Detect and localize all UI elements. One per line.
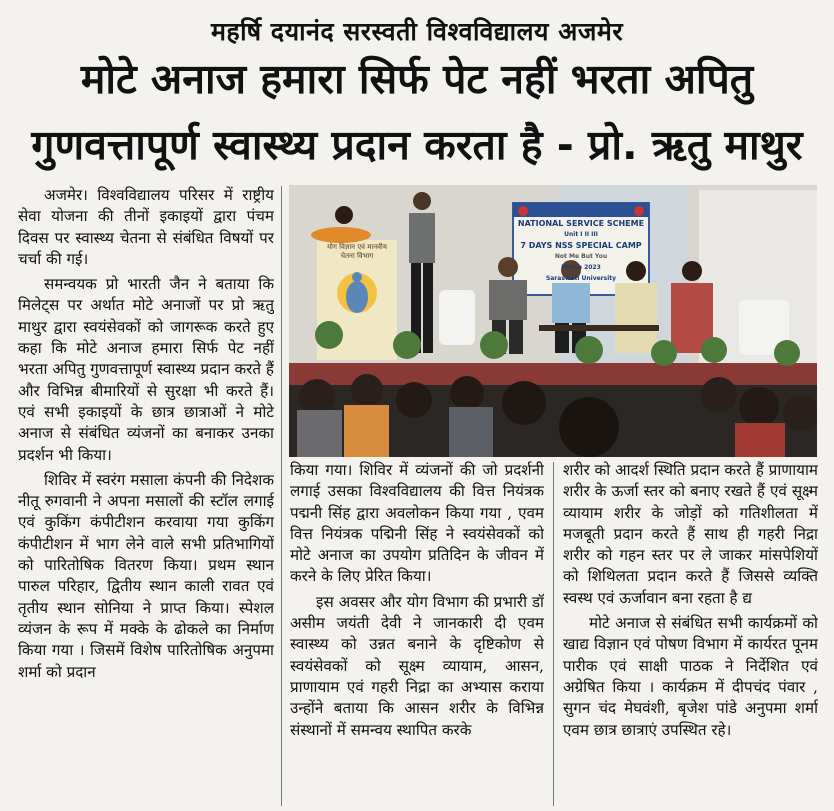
paragraph: अजमेर। विश्वविद्यालय परिसर में राष्ट्रीय सेवा योजना की तीनों इकाइयों द्वारा पंचम दिवस पर स्वास्थ्य चेतना से संबंधित विषयों पर चर्चा की गई। <box>18 186 274 268</box>
banner-date: March 2023 <box>561 264 601 271</box>
article-column-3 <box>563 460 818 808</box>
kicker-line: महर्षि दयानंद सरस्वती विश्वविद्यालय अजमेर <box>210 17 624 46</box>
standee-label: योग विज्ञान एवं मानवीय चेतना विभाग <box>327 243 387 260</box>
paragraph: मोटे अनाज से संबंधित सभी कार्यक्रमों को खाद्य विज्ञान एवं पोषण विभाग में कार्यरत पूनम पारीक एवं साक्षी पाठक ने निर्देशित एवं अग्रेषित किया । कार्यक्रम में दीपचंद पंवार , सुगन चंद मेघवंशी, बृजेश पांडे अनुपमा शर्मा एवम छात्र छात्राएं उपस्थित रहे। <box>563 614 818 739</box>
column-divider <box>553 462 554 806</box>
article-column-1 <box>18 185 274 805</box>
headline-line-1: मोटे अनाज हमारा सिर्फ पेट नहीं भरता अपितु <box>80 55 754 103</box>
paragraph: किया गया। शिविर में व्यंजनों की जो प्रदर्शनी लगाई उसका विश्वविद्यालय की वित्त नियंत्रक पद्मनी सिंह द्वारा अवलोकन किया गया , एवम वित्त नियंत्रक पद्मिनी सिंह ने स्वयंसेवकों को मोटे अनाज का उपयोग प्रतिदिन के जीवन में करने के लिए प्रेरित किया। <box>290 461 544 586</box>
banner <box>515 218 647 284</box>
banner-units: Unit I II III <box>564 231 598 238</box>
paragraph: शरीर को आदर्श स्थिति प्रदान करते हैं प्राणायाम शरीर के ऊर्जा स्तर को बनाए रखते हैं एवं सूक्ष्म व्यायाम शरीर के जोड़ों को गतिशीलता में मजबूती प्रदान करते हैं साथ ही गहरी निद्रा शरीर को गहन स्तर पर ले जाकर मांसपेशियों को शिथिलता प्रदान करते हैं जिससे व्यक्ति स्वस्थ एवं ऊर्जावान बना रहता है द्य <box>563 461 818 607</box>
column-divider <box>281 186 282 806</box>
banner-university: Saraswati University <box>545 275 617 282</box>
headline-line-2: गुणवत्तापूर्ण स्वास्थ्य प्रदान करता है - प्रो. ऋतु माथुर <box>31 121 803 169</box>
paragraph: इस अवसर और योग विभाग की प्रभारी डॉ असीम जयंती देवी ने जानकारी दी एवम स्वास्थ्य को उन्नत बनाने के दृष्टिकोण से स्वयंसेवकों को सूक्ष्म व्यायाम, आसन, प्राणायाम एवं गहरी निद्रा का अभ्यास कराया उन्होंने बताया कि आसन शरीर के विभिन्न संस्थानों में समन्वय स्थापित करके <box>290 592 544 739</box>
banner-title: NATIONAL SERVICE SCHEME <box>517 219 645 228</box>
banner-tag: Not Me But You <box>554 253 608 260</box>
article-column-2 <box>290 460 544 808</box>
banner-camp: 7 DAYS NSS SPECIAL CAMP <box>520 241 642 250</box>
event-photo <box>289 185 817 457</box>
paragraph: समन्वयक प्रो भारती जैन ने बताया कि मिलेट्स पर अर्थात मोटे अनाजों पर प्रो ऋतु माथुर द्वारा स्वयंसेवकों को जागरूक करते हुए कहा कि मोटे अनाज हमारा सिर्फ पेट नहीं भरता अपितु गुणवत्तापूर्ण स्वास्थ्य प्रदान करते हैं और विभिन्न बीमारियों से सुरक्षा भी करते हैं। एवं सभी इकाइयों के छात्र छात्राओं ने मोटे अनाज से संबंधित व्यंजनों का बनाकर उनका प्रदर्शन भी किया। <box>18 275 274 464</box>
paragraph: शिविर में स्वरंग मसाला कंपनी की निदेशक नीतू रुगवानी ने अपना मसालों की स्टॉल लगाई एवं कुकिंग कंपीटीशन करवाया गया कुकिंग कंपीटीशन में भाग लेने वाले सभी प्रतिभागियों को पारितोषिक वितरण किया। प्रथम स्थान पारुल परिहार, द्वितीय स्थान काली रावत एवं तृतीय स्थान सोनिया ने प्राप्त किया। स्पेशल व्यंजन के रूप में मक्के के ढोकले का निर्माण किया गया । जिसमें विशेष पारितोषिक अनुपमा शर्मा को प्रदान <box>18 470 274 681</box>
